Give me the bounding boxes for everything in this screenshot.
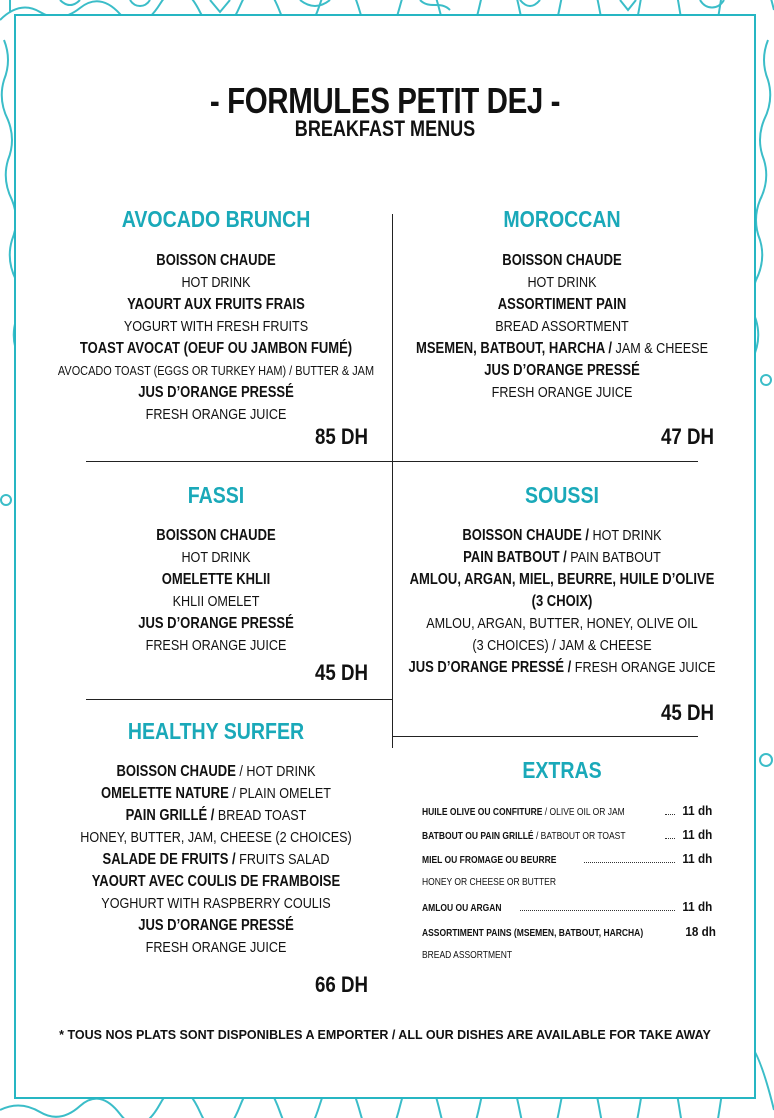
menu-line: HONEY, BUTTER, JAM, CHEESE (2 CHOICES) <box>80 829 352 846</box>
menu-line: YAOURT AUX FRUITS FRAIS <box>127 296 305 313</box>
section-avocado-items <box>48 250 384 426</box>
menu-line: JUS D’ORANGE PRESSÉ <box>484 362 640 379</box>
horizontal-divider-left <box>86 699 392 700</box>
menu-line-bold: MSEMEN, BATBOUT, HARCHA / <box>416 340 613 357</box>
page-title: - FORMULES PETIT DEJ - <box>209 80 561 121</box>
menu-line-bold: PAIN GRILLÉ / <box>125 807 215 824</box>
menu-line <box>31 849 401 871</box>
extra-row <box>422 921 717 939</box>
extra-label: MIEL OU FROMAGE OU BEURRE <box>422 855 557 866</box>
extra-price: 11 dh <box>682 851 712 866</box>
dot-leader <box>665 814 675 815</box>
section-title-soussi: SOUSSI <box>525 482 599 508</box>
menu-line-normal: PAIN BATBOUT <box>566 549 661 566</box>
menu-line: OMELETTE KHLII <box>161 571 271 588</box>
price-healthy-surfer: 66 DH <box>314 972 368 997</box>
section-moroccan-items <box>394 250 730 404</box>
menu-line <box>31 761 401 783</box>
price-avocado: 85 DH <box>314 424 368 449</box>
horizontal-divider-top <box>86 461 698 462</box>
menu-line: JUS D’ORANGE PRESSÉ <box>138 615 294 632</box>
section-title-moroccan: MOROCCAN <box>503 206 621 232</box>
extra-row <box>422 848 712 866</box>
extra-note: BREAD ASSORTMENT <box>422 950 513 961</box>
menu-line: BOISSON CHAUDE <box>156 527 276 544</box>
menu-line: ASSORTIMENT PAIN <box>497 296 627 313</box>
extra-label-bold: HUILE OLIVE OU CONFITURE <box>422 807 543 818</box>
menu-line-bold: PAIN BATBOUT / <box>463 549 567 566</box>
dot-leader <box>665 838 675 839</box>
extra-label-bold: BATBOUT OU PAIN GRILLÉ <box>422 831 534 842</box>
section-fassi-items <box>48 525 384 657</box>
menu-line: FRESH ORANGE JUICE <box>145 637 287 654</box>
menu-line-normal: BREAD TOAST <box>214 807 307 824</box>
menu-line <box>377 525 747 547</box>
extra-price: 11 dh <box>682 803 712 818</box>
extra-row <box>422 824 712 842</box>
menu-card <box>14 14 756 1099</box>
section-title-avocado: AVOCADO BRUNCH <box>121 206 311 232</box>
extra-row <box>422 800 712 818</box>
extra-price: 18 dh <box>685 924 717 939</box>
menu-line <box>31 783 401 805</box>
menu-line: JUS D’ORANGE PRESSÉ <box>138 384 294 401</box>
menu-line-normal: / HOT DRINK <box>235 763 316 780</box>
menu-line-bold: SALADE DE FRUITS / <box>102 851 236 868</box>
extra-row <box>422 896 712 914</box>
menu-line: YAOURT AVEC COULIS DE FRAMBOISE <box>91 873 341 890</box>
menu-line: FRESH ORANGE JUICE <box>145 406 287 423</box>
menu-line: TOAST AVOCAT (OEUF OU JAMBON FUMÉ) <box>79 340 353 357</box>
extra-label <box>422 831 626 842</box>
page-subtitle: BREAKFAST MENUS <box>294 116 476 141</box>
menu-line-bold: JUS D’ORANGE PRESSÉ / <box>408 659 572 676</box>
section-healthy-items <box>31 761 401 959</box>
dot-leader <box>584 862 675 863</box>
price-moroccan: 47 DH <box>660 424 714 449</box>
menu-line: HOT DRINK <box>527 274 597 291</box>
menu-line <box>31 805 401 827</box>
extra-price: 11 dh <box>682 827 713 842</box>
extra-label-normal: / BATBOUT OR TOAST <box>533 831 626 842</box>
menu-line: YOGURT WITH FRESH FRUITS <box>123 318 309 335</box>
footnote: * TOUS NOS PLATS SONT DISPONIBLES A EMPORTER / ALL OUR DISHES ARE AVAILABLE FOR TAKE AWAY <box>59 1028 711 1042</box>
menu-line: BOISSON CHAUDE <box>156 252 276 269</box>
horizontal-divider-right <box>392 736 698 737</box>
menu-line: HOT DRINK <box>181 549 251 566</box>
menu-line <box>377 547 747 569</box>
menu-line-bold: BOISSON CHAUDE <box>116 763 236 780</box>
price-soussi: 45 DH <box>660 700 714 725</box>
menu-line <box>394 338 730 360</box>
menu-line <box>377 657 747 679</box>
menu-line: JUS D’ORANGE PRESSÉ <box>138 917 294 934</box>
extra-label: ASSORTIMENT PAINS (MSEMEN, BATBOUT, HARCHA) <box>422 928 644 939</box>
menu-line: (3 CHOIX) <box>531 593 593 610</box>
menu-line: BOISSON CHAUDE <box>502 252 622 269</box>
menu-line: AMLOU, ARGAN, MIEL, BEURRE, HUILE D’OLIVE <box>409 571 715 588</box>
section-title-extras: EXTRAS <box>522 757 602 783</box>
menu-line-normal: / PLAIN OMELET <box>228 785 332 802</box>
section-soussi-items <box>377 525 747 679</box>
menu-line-bold: BOISSON CHAUDE / <box>462 527 590 544</box>
price-fassi: 45 DH <box>314 660 368 685</box>
menu-line-bold: OMELETTE NATURE <box>100 785 229 802</box>
menu-line-normal: FRUITS SALAD <box>235 851 330 868</box>
menu-line-normal: HOT DRINK <box>589 527 662 544</box>
menu-line: AMLOU, ARGAN, BUTTER, HONEY, OLIVE OIL <box>426 615 698 632</box>
extra-price: 11 dh <box>682 899 712 914</box>
menu-line: HOT DRINK <box>181 274 251 291</box>
menu-line: BREAD ASSORTMENT <box>495 318 629 335</box>
menu-line-normal: FRESH ORANGE JUICE <box>571 659 716 676</box>
menu-line: KHLII OMELET <box>172 593 260 610</box>
section-title-fassi: FASSI <box>187 482 245 508</box>
menu-line: AVOCADO TOAST (EGGS OR TURKEY HAM) / BUTTER & JAM <box>57 363 375 378</box>
menu-line: FRESH ORANGE JUICE <box>491 384 633 401</box>
extra-label-normal: / OLIVE OIL OR JAM <box>542 807 625 818</box>
extra-note: HONEY OR CHEESE OR BUTTER <box>422 877 556 888</box>
section-title-healthy-surfer: HEALTHY SURFER <box>127 718 305 744</box>
menu-line-normal: JAM & CHEESE <box>612 340 708 357</box>
extra-label: AMLOU OU ARGAN <box>422 903 502 914</box>
menu-line: YOGHURT WITH RASPBERRY COULIS <box>101 895 331 912</box>
menu-line: (3 CHOICES) / JAM & CHEESE <box>472 637 652 654</box>
dot-leader <box>520 910 675 911</box>
extra-label <box>422 807 625 818</box>
menu-line: FRESH ORANGE JUICE <box>145 939 287 956</box>
